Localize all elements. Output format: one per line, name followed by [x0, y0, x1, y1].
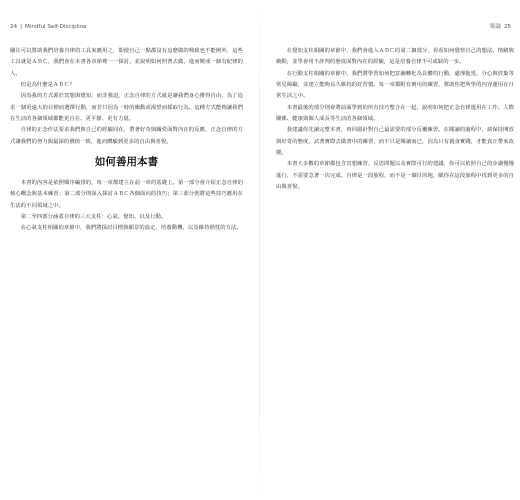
right-page-body [276, 46, 514, 193]
body-paragraph: 自律的正念作法要求我們與自己的經驗同在，帶著好奇與關愛面對內在的反應，正念自律的方式讓我們的努力與最深的價值一致，進而體驗到更多的自由與喜悅。 [10, 127, 243, 145]
right-chapter-title: 導論 [489, 24, 501, 30]
left-page [10, 22, 243, 482]
left-running-head [10, 22, 243, 32]
left-book-title: Mindful Self-Discipline [25, 24, 87, 30]
header-separator: | [20, 24, 23, 30]
body-paragraph: 關注可以幫助我們培養自律的工具來應用之，即使自己一點都沒有這麼做的興致也不能例外，這些工具就是ＡＢＣ，我們會在本書各章節裡一一探討，並說明如何照著去做，進而變成一個有紀律的人。 [10, 48, 243, 77]
body-paragraph: 第二至四部分涵蓋自律的三大支柱：心氣、覺知、以及行動。 [20, 214, 167, 221]
body-paragraph: 本書大多數的章節都包含冥想練習、反思問題以及實際可行的建議，你可以依照自己的步調慢慢進行，不需要急著一次完成。自律是一段旅程，而不是一個目的地，願你在這段旅程中找到更多的自由與喜悅。 [276, 161, 514, 191]
body-paragraph: 在行動支柱相關的章節中，我們將學習如何把意圖轉化為具體的行動，處理拖延、分心與放棄等常見障礙，並建立能夠長久維持的好習慣。每一章都附有實用的練習，幫助你把所學的內容運用在日常生活之中。 [276, 70, 514, 100]
body-paragraph: 本書最後的部分則會將前面學到的所有技巧整合在一起，說明如何把正念自律運用在工作、人際關係、健康與個人成長等生活的各個領域。 [276, 104, 514, 123]
right-running-head [276, 22, 514, 32]
body-paragraph: 在心氣支柱相關的章節中，我們將探討目標與願景的設定，培養動機，以及維持熱忱的方法。 [20, 225, 242, 232]
body-paragraph: 我建議你先讀完整本書，再回頭針對自己最需要的部分反覆練習。在閱讀的過程中，請保持開放與好奇的態度，試著實際去做書中的練習，而不只是閱讀而已，因為只有親身實踐，才能真正帶來改變。 [276, 127, 514, 157]
right-page-number: 25 [503, 24, 511, 30]
page-gutter [259, 0, 260, 500]
body-paragraph: 但是為什麼是ＡＢＣ？ [20, 82, 75, 89]
body-paragraph: 在覺知支柱相關的章節中，我們會進入ＡＢＣ的第二個部分，看看如何覺察自己的想法、情緒與衝動，並學會用不評判的態度面對內在的經驗，這是培養自律不可或缺的一步。 [276, 48, 514, 66]
left-page-number: 24 [10, 24, 18, 30]
body-paragraph: 本書的內容是依照順序編排的，每一章都建立在前一章的基礎上。第一部分會介紹正念自律的核心概念與基本練習；第二部分則深入探討ＡＢＣ各個面向的技巧；第三部分則將這些技巧應用在生活的不同領域之中。 [10, 180, 243, 209]
body-paragraph: 因為我的方式源於冥想與覺知，而非強迫，正念自律的方式就是讓我們身心獲得自由，為了追求一個更遠大的目標而選擇行動，而非只因為一時的衝動或渴望而採取行為。這種方式能夠讓我們在生活的各個領域都能更自在、更平靜、更有力量。 [10, 93, 243, 123]
right-page [276, 22, 514, 482]
section-heading: 如何善用本書 [94, 156, 159, 169]
left-page-body [10, 46, 243, 235]
